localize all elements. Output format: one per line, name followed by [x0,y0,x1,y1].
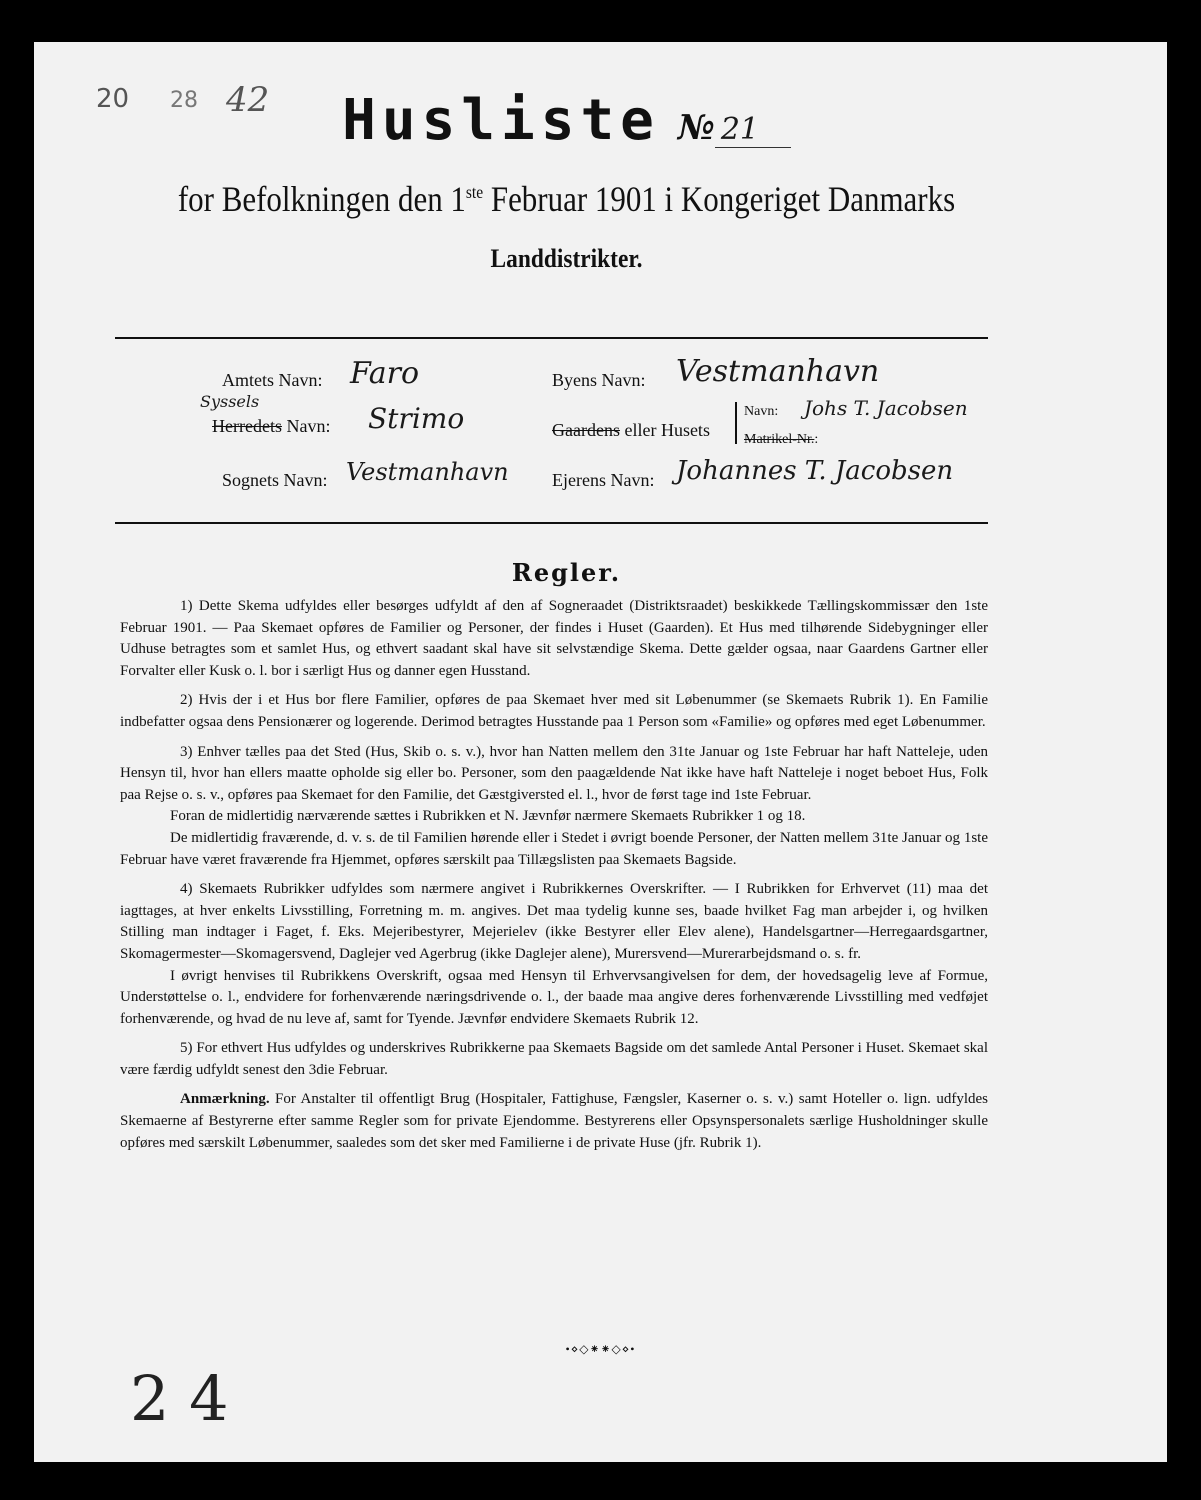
herred-label [212,416,330,437]
navn-value: Johs T. Jacobsen [804,396,968,420]
gaard-label-rest: eller Husets [619,420,710,440]
house-number-value: 21 [715,112,791,148]
matrikel-colon: : [814,432,819,447]
by-label: Byens Navn: [552,370,646,390]
district-heading: Landdistrikter. [490,244,643,273]
subtitle-part-2: Februar 1901 i Kongeriget Danmarks [483,179,956,219]
herred-label-handwritten: Syssels [200,392,260,411]
navn-label: Navn: [744,404,779,419]
matrikel-label [744,432,818,448]
rule-1: 1) Dette Skema udfyldes eller besørges udfyldt af den af Sogneraadet (Distriktsraadet) beskikkede Tællingskommissær den 1ste Februar 1901. — Paa Skemaet opføres de Familier og Personer, der findes i Huset (Gaarden). Et Hus med tilhørende Sidebygninger eller Udhuse betragtes som et samlet Hus, og ethvert saadant skal have sit selvstændige Skema. Dette gælder ogsaa, naar Gaardens Gartner eller Forvalter eller Kusk o. l. bor i særligt Hus og danner egen Husstand. [120,598,988,679]
herred-label-rest: Navn: [281,416,331,436]
rule-4: 4) Skemaets Rubrikker udfyldes som nærmere angivet i Rubrikkernes Overskrifter. — I Rubrikken for Erhvervet (11) maa det iagttages, at hver enkelts Livsstilling, Forretning m. m. angives. Det maa tydelig kunne ses, baade hvilket Fag man arbejder i, og hvilken Stilling man indtager i Faget, f. Eks. Mejeribestyrer, Mejerielev (ikke Bestyrer eller Elev alene), Handelsgartner—Herregaardsgartner, Skomagermester—Skomagersvend, Daglejer ved Agerbrug (ikke Daglejer alene), Murersvend—Murerarbejdsmand o. s. fr. [120,881,988,962]
subtitle-superscript: ste [465,182,484,202]
archive-pencil-number-2: 28 [170,88,198,113]
archive-bottom-number: 2 4 [130,1362,229,1435]
rule-2: 2) Hvis der i et Hus bor flere Familier, opføres de paa Skemaet hver med sit Løbenummer (se Skemaets Rubrik 1). En Familie indbefatter ogsaa dens Pensionærer og logerende. Derimod betragtes Husstande paa 1 Person som «Familie» og opføres med eget Løbenummer. [120,692,988,730]
matrikel-label-struck: Matrikel-Nr. [744,432,815,447]
gaard-label-struck: Gaardens [552,420,620,440]
rule-3-midlertidig-naervaerende: Foran de midlertidig nærværende sættes i Rubrikken et N. Jævnfør nærmere Skemaets Rubrikker 1 og 18. [170,808,806,825]
gaard-label [552,420,710,441]
form-title [0,88,1133,153]
top-rule [115,337,988,339]
rule-5: 5) For ethvert Hus udfyldes og underskrives Rubrikkerne paa Skemaets Bagside om det samlede Antal Personer i Huset. Skemaet skal være færdig udfyldt senest den 3die Februar. [120,1040,988,1078]
archive-pencil-number: 20 [96,84,130,114]
herred-label-struck: Herredets [212,416,282,436]
herred-value: Strimo [368,402,465,435]
bottom-rule [115,522,988,524]
sogn-label: Sognets Navn: [222,470,328,490]
amt-value: Faro [350,356,420,391]
remark [120,1089,988,1154]
remark-text: For Anstalter til offentligt Brug (Hospitaler, Fattighuse, Fængsler, Kaserner o. s. v.) samt Hoteller o. lign. udfyldes Skemaerne af Bestyrerne efter samme Regler som for private Ejendomme. Bestyrerens eller Opsynspersonalets særlige Husholdninger skulle opføres med særskilt Løbenummer, saaledes som det sker med Familierne i de private Huse (jfr. Rubrik 1). [120,1091,988,1151]
number-label: № [677,108,715,148]
ornament-divider: •⋄◇⁕⁕◇⋄• [565,1342,636,1356]
by-value: Vestmanhavn [676,354,880,389]
title-husliste: Husliste [342,88,660,153]
ejer-value: Johannes T. Jacobsen [676,456,954,486]
form-subtitle [79,178,1053,220]
remark-label: Anmærkning. [180,1091,270,1108]
ejer-label: Ejerens Navn: [552,470,655,490]
amt-label: Amtets Navn: [222,370,323,390]
rule-3: 3) Enhver tælles paa det Sted (Hus, Skib o. s. v.), hvor han Natten mellem den 31te Januar og 1ste Februar har haft Natteleje, uden Hensyn til, hvor han ellers maatte opholde sig eller bo. Personer, som den paagældende Nat ikke have haft Natteleje i noget beboet Hus, Folk paa Rejse o. s. v., opføres paa Skemaet for den Familie, det Gæstgiversted el. l., hvor de først tage ind 1ste Februar. [120,743,988,803]
rules-text [120,596,988,1154]
rule-3-midlertidig-fravaerende: De midlertidig fraværende, d. v. s. de til Familien hørende eller i Stedet i øvrigt boende Personer, der Natten mellem 31te Januar og 1ste Februar have været fraværende fra Hjemmet, opføres særskilt paa Tillægslisten paa Skemaets Bagside. [120,829,988,868]
archive-ink-number: 42 [226,80,270,120]
rules-heading: Regler. [511,558,622,587]
house-field-brace [735,402,737,444]
subtitle-part-1: for Befolkningen den 1 [177,179,466,219]
sogn-value: Vestmanhavn [346,458,509,486]
rule-4-continued: I øvrigt henvises til Rubrikkens Overskrift, ogsaa med Hensyn til Erhvervsangivelsen for dem, der hovedsagelig leve af Formue, Understøttelse o. l., endvidere for forhenværende næringsdrivende o. l., der baade maa angive deres forhenværende Livsstilling med vedføjet forhenværende, og hvad de nu leve af, samt for Tyende. Jævnfør endvidere Skemaets Rubrik 12. [120,967,988,1027]
